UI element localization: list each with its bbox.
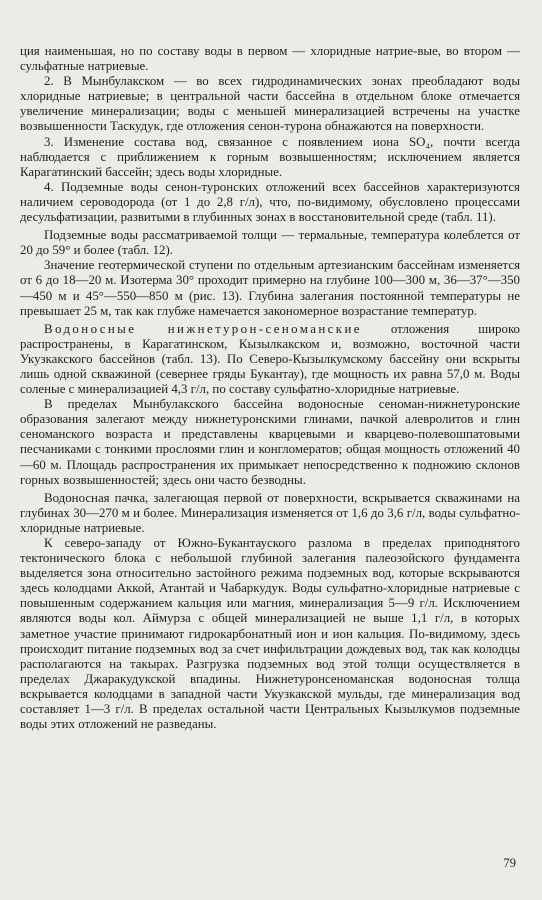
page-number: 79 (503, 856, 516, 870)
paragraph-hydrogen-sulfide: 4. Подземные воды сенон-туронских отложений всех бассейнов характеризуются наличием сероводорода (от 1 до 2,8 г/л), что, по-видимому, обусловлено процессами десульфатизации, развитыми в глубинных зонах в восстановительной среде (табл. 11). (20, 179, 520, 225)
paragraph-continuation: ция наименьшая, но по составу воды в первом — хлоридные натрие-вые, во втором — сульфатные натриевые. (20, 44, 520, 74)
paragraph-mynbulak-formations: В пределах Мынбулакского бассейна водоносные сеноман-нижнетуронские образования залегают между нижнетуронскими глинами, пачкой алевролитов и глин сеноманского возраста и представлены кварцевыми и кварцево-полевошпатовыми песчаниками с тонкими прослоями глин и конгломератов; общая мощность отложений 40—60 м. Площадь распространения их примыкает непосредственно к подножию склонов горных возвышенностей; здесь они часто безводны. (20, 397, 520, 487)
paragraph-thermal-waters: Подземные воды рассматриваемой толщи — термальные, температура колеблется от 20 до 59° и более (табл. 12). (20, 228, 520, 258)
paragraph-sulfate-ion: 3. Изменение состава вод, связанное с появлением иона SO₄, почти всегда наблюдается с приближением к горным возвышенностям; исключением является Карагатинский бассейн; здесь воды хлоридные. (20, 134, 520, 179)
paragraph-body: отложения широко распространены, в Карагатинском, Кызылкакском и, возможно, восточной части Укузкакского бассейнов (табл. 13). По Северо-Кызылкумскому бассейну они вскрыты лишь одной скважиной (севернее гряды Букантау), где мощность их равна 57,0 м. Воды соленые с минерализацией 4,3 г/л, по составу сульфатно-хлоридные натриевые. (20, 321, 520, 397)
paragraph-northwest-block: К северо-западу от Южно-Букантауского разлома в пределах приподнятого тектонического блока с небольшой глубиной залегания палеозойского фундамента выделяется зона относительно застойного режима подземных вод, которые вскрываются здесь колодцами Аккой, Атантай и Чабаркудук. Воды сульфатно-хлоридные натриевые с повышенным содержанием кальция или магния, минерализация 5—9 г/л. Исключением являются воды кол. Аймурза с общей минерализацией не выше 1,1 г/л, в которых заметное участие принимают гидрокарбонатный ион и ион кальция. По-видимому, здесь происходит питание подземных вод за счет инфильтрации дождевых вод, так как колодцы располагаются на такырах. Разгрузка подземных вод этой толщи осуществляется в пределах Джаракудукской впадины. Нижнетуронсеноманская водоносная толща вскрывается колодцами в западной части Укузкакской мульды, где минерализация вод составляет 1—3 г/л. В пределах остальной части Центральных Кызылкумов подземные воды этих отложений не разведаны. (20, 536, 520, 732)
paragraph-mynbulak-chlorides: 2. В Мынбулакском — во всех гидродинамических зонах преобладают воды хлоридные натриевые; в центральной части бассейна в отдельном блоке отмечается увеличение минерализации; воды с меньшей минерализацией встречены на участке возвышенности Таскудук, где отложения сенон-турона обнажаются на поверхности. (20, 74, 520, 134)
paragraph-aquifer-layer: Водоносная пачка, залегающая первой от поверхности, вскрывается скважинами на глубинах 30—270 м и более. Минерализация изменяется от 1,6 до 3,6 г/л, воды сульфатно-хлоридные натриевые. (20, 490, 520, 535)
paragraph-turonian-cenomanian (20, 322, 520, 397)
spaced-heading: Водоносные нижнетурон-сеноманские (44, 321, 362, 336)
paragraph-geothermal-step: Значение геотермической ступени по отдельным артезианским бассейнам изменяется от 6 до 18—20 м. Изотерма 30° проходит примерно на глубине 100—300 м, 36—37°—350—450 м и 45°—550—850 м (рис. 13). Глубина залегания постоянной температуры не превышает 25 м, так как глубже намечается закономерное возрастание температур. (20, 258, 520, 318)
